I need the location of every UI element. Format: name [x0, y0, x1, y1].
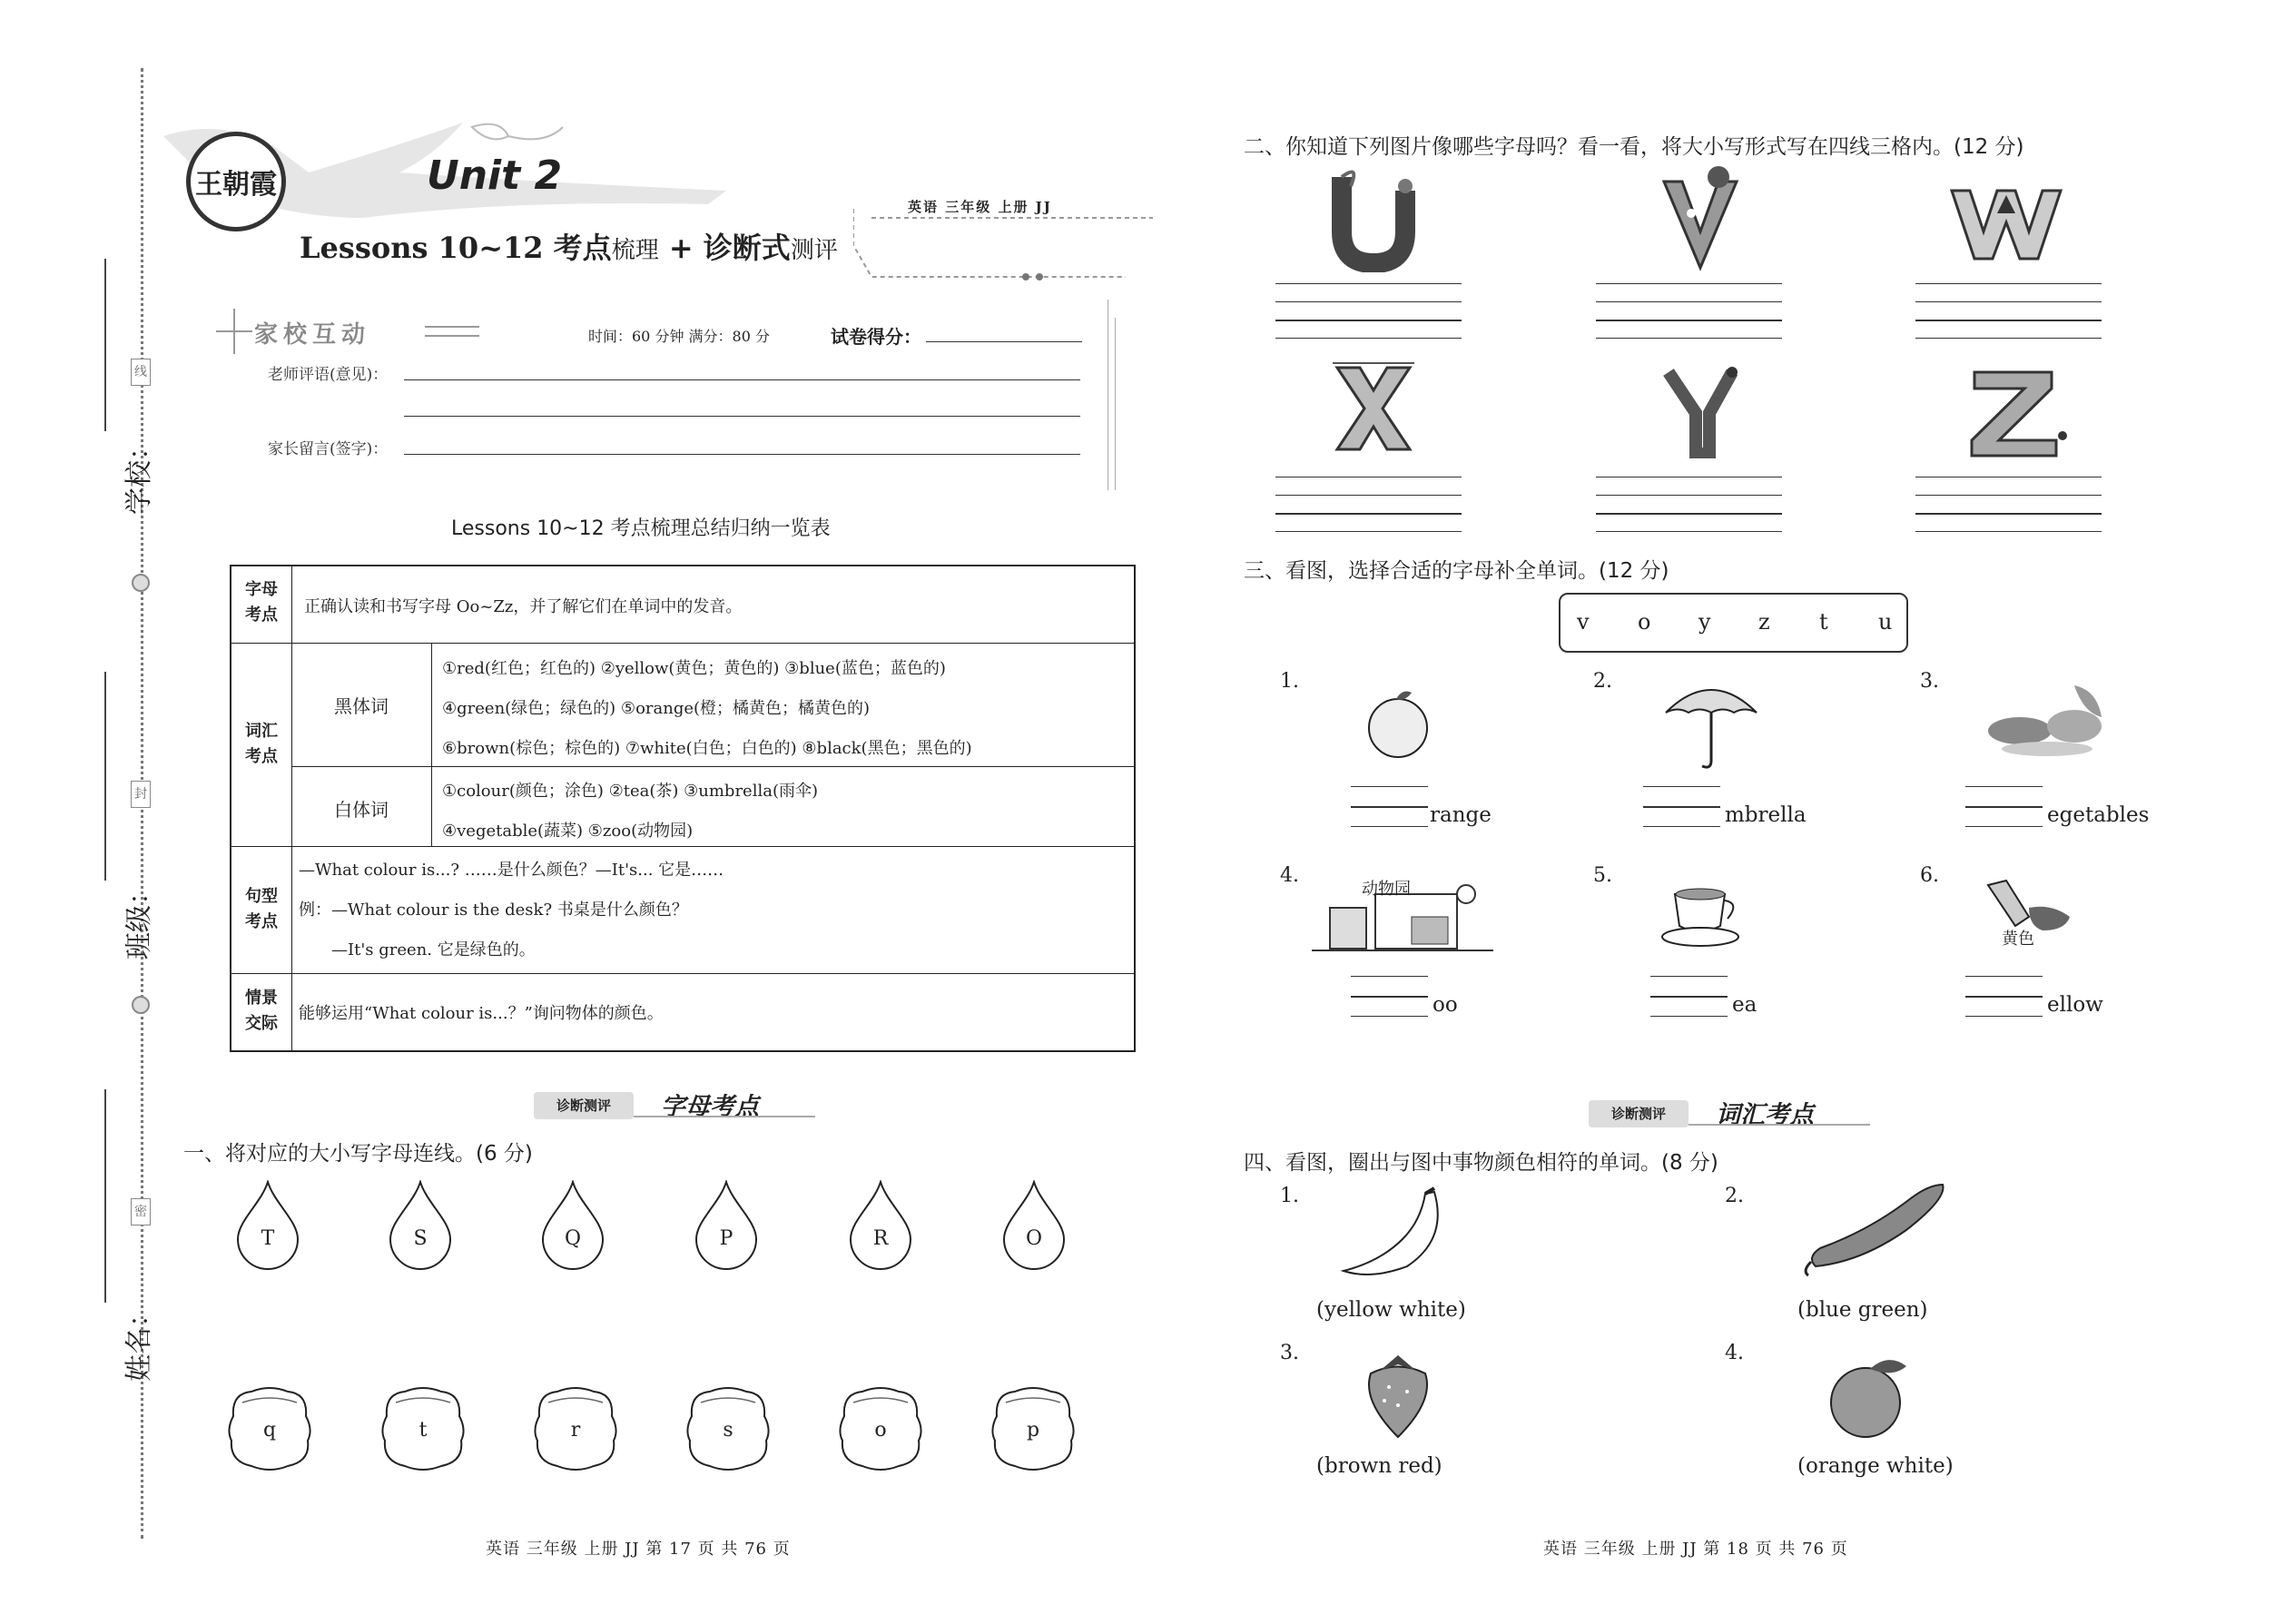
item-number: 1. — [1280, 670, 1299, 693]
item-number: 2. — [1593, 670, 1612, 693]
unit-title: Unit 2 — [427, 153, 563, 199]
scene-content: 能够运用“What colour is...？”询问物体的颜色。 — [299, 1004, 664, 1023]
zoo-picture: 动物园 — [1312, 876, 1493, 958]
row-head-letters: 字母 考点 — [245, 580, 278, 625]
umbrella-icon — [1661, 672, 1761, 772]
color-choice[interactable]: (brown red) — [1316, 1454, 1442, 1478]
family-school-label: 家校互动 — [254, 321, 371, 349]
sentence-line-3: —It's green. 它是绿色的。 — [331, 940, 536, 960]
seal-mark-line: 线 — [131, 359, 151, 386]
parent-comment-label: 家长留言(签字)： — [268, 440, 389, 458]
row-head-scene: 情景 交际 — [245, 989, 278, 1033]
question-4: 四、看图，圈出与图中事物颜色相符的单词。(8 分) — [1244, 1151, 1718, 1175]
word-suffix: oo — [1433, 993, 1458, 1017]
four-line-grid[interactable] — [1275, 477, 1462, 531]
color-choice[interactable]: (blue green) — [1797, 1298, 1928, 1322]
upper-letter-drop[interactable]: O — [1002, 1180, 1066, 1271]
parent-comment-line[interactable] — [404, 454, 1080, 455]
picture-letter-v-icon — [1641, 163, 1759, 272]
bold-word-line-2: ④green(绿色；绿色的) ⑤orange(橙；橘黄色；橘黄色的) — [442, 699, 871, 718]
row-head-sentences: 句型 考点 — [245, 887, 278, 931]
exam-time-info: 时间：60 分钟 满分：80 分 — [588, 328, 770, 345]
item-number: 3. — [1920, 670, 1939, 693]
fill-blank[interactable] — [1351, 976, 1428, 1039]
picture-letter-y-icon — [1641, 349, 1759, 458]
lower-letter-shell[interactable]: q — [224, 1384, 315, 1475]
teacher-comment-label: 老师评语(意见)： — [268, 366, 389, 384]
upper-letter-drop[interactable]: P — [694, 1180, 758, 1271]
summary-table-title: Lessons 10~12 考点梳理总结归纳一览表 — [451, 517, 831, 540]
sentence-line-2: 例：—What colour is the desk? 书桌是什么颜色？ — [299, 901, 688, 920]
upper-letter-drop[interactable]: S — [389, 1180, 452, 1271]
lower-letter-shell[interactable]: t — [378, 1384, 468, 1475]
binding-hole-icon — [132, 996, 150, 1014]
fill-blank[interactable] — [1965, 976, 2043, 1039]
letter-options-box: v o y z t u — [1559, 593, 1908, 653]
lesson-title: Lessons 10~12 考点梳理 + 诊断式测评 — [300, 231, 838, 265]
lower-letter-shell[interactable]: s — [683, 1384, 773, 1475]
picture-letter-w-icon — [1947, 177, 2065, 286]
orange-fruit-icon — [1820, 1353, 1920, 1443]
school-label: 学校： — [123, 433, 155, 515]
picture-letter-z-icon — [1961, 354, 2079, 463]
item-number: 1. — [1280, 1185, 1299, 1207]
seal-mark-seal: 封 — [131, 781, 151, 808]
name-write-line[interactable] — [104, 1089, 106, 1303]
word-suffix: ellow — [2047, 993, 2103, 1017]
white-words-label: 白体词 — [334, 799, 389, 821]
item-number: 4. — [1280, 864, 1299, 887]
lower-letter-shell[interactable]: r — [530, 1384, 621, 1475]
sentence-line-1: —What colour is...? ……是什么颜色？—It's... 它是…… — [299, 861, 724, 880]
word-suffix: range — [1430, 803, 1492, 827]
question-2: 二、你知道下列图片像哪些字母吗？看一看，将大小写形式写在四线三格内。(12 分) — [1244, 135, 2024, 159]
brand-logo: 王朝霞 — [186, 132, 286, 231]
upper-letter-drop[interactable]: Q — [541, 1180, 605, 1271]
lower-letter-shell[interactable]: p — [988, 1384, 1078, 1475]
four-line-grid[interactable] — [1915, 477, 2102, 531]
yellow-paint-picture: 黄色 — [1979, 876, 2088, 958]
cucumber-icon — [1797, 1180, 1952, 1280]
section-tag-vocab: 诊断测评 词汇考点 — [1589, 1100, 1888, 1127]
upper-letter-drop[interactable]: R — [849, 1180, 912, 1271]
color-choice[interactable]: (orange white) — [1797, 1454, 1954, 1478]
right-page-footer: 英语 三年级 上册 JJ 第 18 页 共 76 页 — [1543, 1540, 1848, 1559]
subject-tag: 英语 三年级 上册 JJ — [908, 199, 1052, 215]
class-label: 班级： — [123, 878, 155, 960]
item-number: 2. — [1725, 1185, 1744, 1207]
item-number: 5. — [1593, 864, 1612, 887]
color-choice[interactable]: (yellow white) — [1316, 1298, 1466, 1322]
vegetables-icon — [1974, 676, 2120, 767]
seal-mark-secret: 密 — [131, 1198, 151, 1225]
score-input-line[interactable] — [926, 341, 1082, 342]
question-1: 一、将对应的大小写字母连线。(6 分) — [183, 1142, 533, 1166]
item-number: 4. — [1725, 1342, 1744, 1364]
row-content-letters: 正确认读和书写字母 Oo~Zz，并了解它们在单词中的发音。 — [304, 597, 743, 616]
teacher-comment-line[interactable] — [404, 379, 1080, 380]
question-3: 三、看图，选择合适的字母补全单词。(12 分) — [1244, 559, 1669, 583]
four-line-grid[interactable] — [1596, 477, 1782, 531]
school-write-line[interactable] — [104, 259, 106, 431]
class-write-line[interactable] — [104, 672, 106, 881]
item-number: 6. — [1920, 864, 1939, 887]
item-number: 3. — [1280, 1342, 1299, 1364]
fill-blank[interactable] — [1643, 786, 1720, 850]
binding-hole-icon — [132, 574, 150, 592]
row-head-vocab: 词汇 考点 — [245, 722, 278, 766]
four-line-grid[interactable] — [1915, 283, 2102, 338]
strawberry-icon — [1353, 1351, 1443, 1442]
name-label: 姓名： — [123, 1300, 155, 1382]
picture-letter-x-icon — [1314, 349, 1433, 458]
white-word-line-1: ①colour(颜色；涂色) ②tea(茶) ③umbrella(雨伞) — [442, 782, 818, 801]
picture-letter-u-icon — [1314, 163, 1433, 272]
orange-icon — [1362, 685, 1434, 763]
teacher-comment-line-2[interactable] — [404, 416, 1080, 417]
fill-blank[interactable] — [1351, 786, 1428, 850]
summary-table — [230, 565, 1136, 1052]
four-line-grid[interactable] — [1596, 283, 1782, 338]
fill-blank[interactable] — [1650, 976, 1728, 1039]
lower-letter-shell[interactable]: o — [835, 1384, 926, 1475]
four-line-grid[interactable] — [1275, 283, 1462, 338]
score-label: 试卷得分： — [831, 326, 921, 348]
word-suffix: egetables — [2047, 803, 2150, 827]
word-suffix: ea — [1732, 993, 1757, 1017]
fill-blank[interactable] — [1965, 786, 2043, 850]
word-suffix: mbrella — [1725, 803, 1807, 827]
white-word-line-2: ④vegetable(蔬菜) ⑤zoo(动物园) — [442, 822, 694, 841]
bold-word-line-3: ⑥brown(棕色；棕色的) ⑦white(白色；白色的) ⑧black(黑色；黑色的) — [442, 739, 972, 758]
left-page-footer: 英语 三年级 上册 JJ 第 17 页 共 76 页 — [486, 1540, 791, 1559]
tea-cup-icon — [1657, 881, 1748, 953]
divider — [1115, 318, 1116, 490]
banana-icon — [1334, 1185, 1452, 1284]
bold-words-label: 黑体词 — [334, 695, 389, 717]
header-dashed-decoration — [853, 209, 1162, 281]
bold-word-line-1: ①red(红色；红色的) ②yellow(黄色；黄色的) ③blue(蓝色；蓝色的) — [442, 659, 946, 678]
section-tag-letters: 诊断测评 字母考点 — [534, 1092, 833, 1119]
upper-letter-drop[interactable]: T — [236, 1180, 300, 1271]
